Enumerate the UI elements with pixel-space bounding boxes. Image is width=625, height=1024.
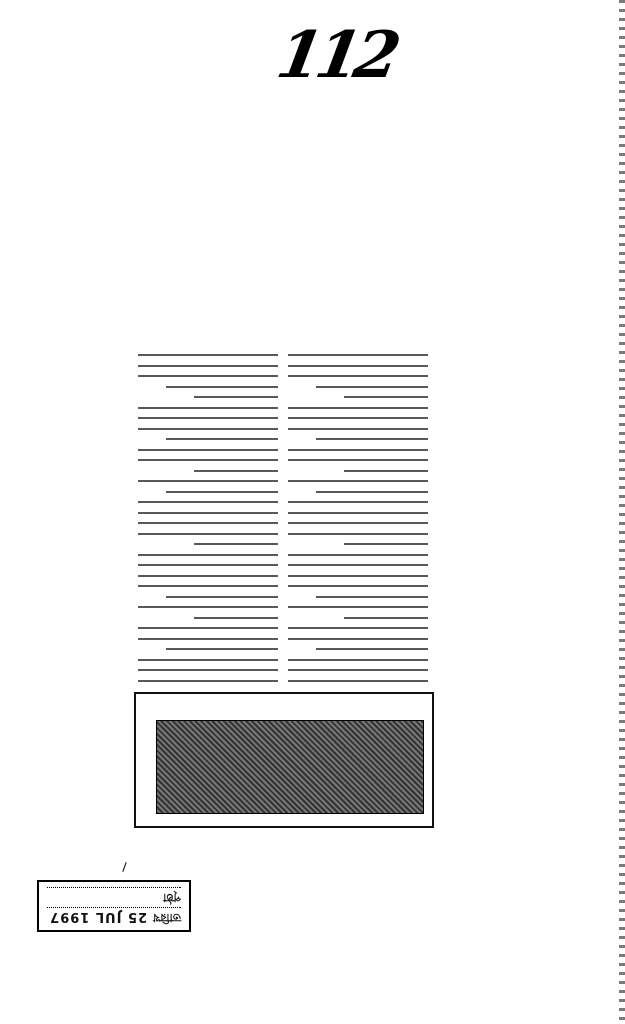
pen-mark xyxy=(122,862,126,872)
article-text-line xyxy=(166,596,278,598)
article-text-line xyxy=(288,680,428,682)
article-text-line xyxy=(138,575,278,577)
article-text-line xyxy=(288,418,428,420)
article-text-line xyxy=(138,565,278,567)
stamp-date-row xyxy=(47,907,181,926)
article-text-line xyxy=(166,439,278,441)
stamp-date-value: 25 JUL 1997 xyxy=(49,909,148,925)
stamp-date-label: তারিখ xyxy=(153,911,181,925)
article-text-line xyxy=(288,554,428,556)
article-text-line xyxy=(138,481,278,483)
article-text-line xyxy=(138,449,278,451)
article-text-line xyxy=(316,386,428,388)
date-stamp xyxy=(37,880,191,932)
article-text-line xyxy=(316,649,428,651)
article-text-line xyxy=(138,460,278,462)
article-text-line xyxy=(288,586,428,588)
article-text-line xyxy=(344,617,428,619)
scan-edge-artifact xyxy=(619,0,625,1024)
article-text-line xyxy=(288,523,428,525)
headline-box xyxy=(156,720,424,814)
article-text-line xyxy=(138,628,278,630)
article-text-line xyxy=(138,607,278,609)
article-text-line xyxy=(138,428,278,430)
article-text-line xyxy=(288,659,428,661)
article-text-line xyxy=(288,533,428,535)
article-column-right xyxy=(138,342,278,682)
headline-strip xyxy=(134,692,434,828)
article-text-line xyxy=(194,617,278,619)
article-text-line xyxy=(288,449,428,451)
article-text-line xyxy=(138,680,278,682)
article-text-line xyxy=(138,670,278,672)
article-text-line xyxy=(194,397,278,399)
article-text-line xyxy=(288,407,428,409)
article-text-line xyxy=(288,481,428,483)
article-text-line xyxy=(288,428,428,430)
article-text-line xyxy=(194,470,278,472)
article-text-line xyxy=(166,491,278,493)
article-text-line xyxy=(138,355,278,357)
article-text-line xyxy=(316,439,428,441)
article-text-line xyxy=(288,376,428,378)
article-text-line xyxy=(288,565,428,567)
article-text-line xyxy=(138,554,278,556)
article-text-line xyxy=(138,376,278,378)
article-text-line xyxy=(288,607,428,609)
article-text-line xyxy=(138,533,278,535)
article-text-line xyxy=(166,649,278,651)
article-text-line xyxy=(288,512,428,514)
stamp-page-label: পৃষ্ঠা xyxy=(163,891,181,905)
article-text-line xyxy=(138,502,278,504)
page-number: 112 xyxy=(271,18,401,93)
article-text-line xyxy=(138,407,278,409)
article-columns xyxy=(136,342,428,682)
article-text-line xyxy=(138,512,278,514)
newspaper-clipping xyxy=(130,338,434,828)
article-text-line xyxy=(288,628,428,630)
article-text-line xyxy=(138,523,278,525)
article-text-line xyxy=(138,659,278,661)
article-text-line xyxy=(138,418,278,420)
article-text-line xyxy=(288,502,428,504)
article-text-line xyxy=(138,365,278,367)
article-text-line xyxy=(138,586,278,588)
article-text-line xyxy=(288,355,428,357)
article-text-line xyxy=(138,638,278,640)
article-text-line xyxy=(344,470,428,472)
article-text-line xyxy=(316,596,428,598)
article-text-line xyxy=(288,575,428,577)
article-text-line xyxy=(166,386,278,388)
article-text-line xyxy=(344,544,428,546)
article-text-line xyxy=(288,460,428,462)
article-text-line xyxy=(344,397,428,399)
article-text-line xyxy=(288,365,428,367)
article-text-line xyxy=(194,544,278,546)
article-column-left xyxy=(288,342,428,682)
article-text-line xyxy=(316,491,428,493)
stamp-page-row xyxy=(47,887,181,906)
article-text-line xyxy=(288,670,428,672)
article-text-line xyxy=(288,638,428,640)
